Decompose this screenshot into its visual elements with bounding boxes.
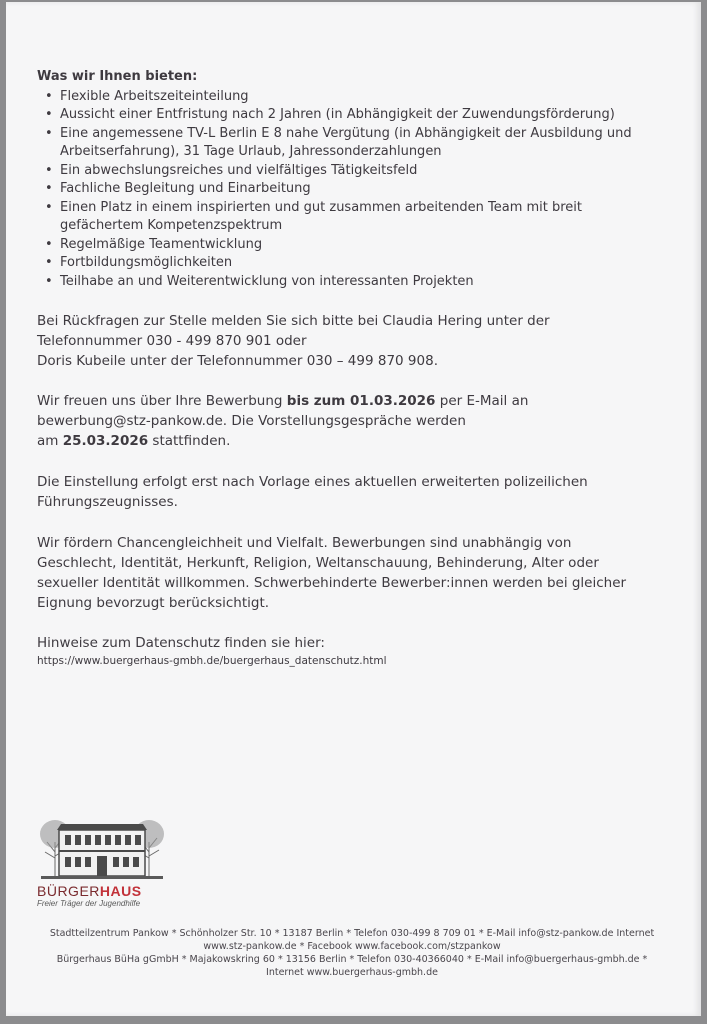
application-paragraph — [37, 391, 667, 451]
buergerhaus-logo — [37, 812, 177, 908]
application-text: Wir freuen uns über Ihre Bewerbung — [37, 393, 287, 409]
list-item: • Einen Platz in einem inspirierten und gut zusammen arbeitenden Team mit breit gefächertem Kompetenzspektrum — [37, 199, 667, 236]
benefits-heading: Was wir Ihnen bieten: — [37, 69, 198, 84]
building-icon — [37, 812, 167, 882]
document-page — [6, 2, 701, 1016]
equality-line: Geschlecht, Identität, Herkunft, Religion, Weltanschauung, Behinderung, Alter oder — [37, 555, 599, 571]
application-deadline: bis zum 01.03.2026 — [286, 393, 436, 409]
equality-line: sexueller Identität willkommen. Schwerbehinderte Bewerber:innen werden bei gleicher — [37, 575, 627, 591]
application-line — [37, 391, 667, 411]
interview-date: 25.03.2026 — [62, 433, 149, 449]
application-line — [37, 431, 667, 451]
application-text: am — [37, 433, 63, 449]
contact-paragraph — [37, 311, 667, 371]
police-line: Die Einstellung erfolgt erst nach Vorlage eines aktuellen erweiterten polizeilichen — [37, 474, 588, 490]
contact-line: Bei Rückfragen zur Stelle melden Sie sich bitte bei Claudia Hering unter der — [37, 313, 550, 329]
privacy-link[interactable]: https://www.buergerhaus-gmbh.de/buergerhaus_datenschutz.html — [37, 655, 387, 667]
equality-paragraph — [37, 533, 667, 613]
police-clearance-paragraph — [37, 472, 667, 512]
footer-line: Stadtteilzentrum Pankow * Schönholzer Str. 10 * 13187 Berlin * Telefon 030-499 8 709 01 * E-Mail info@stz-pankow.de Internet — [49, 928, 655, 939]
list-item: • Fortbildungsmöglichkeiten — [37, 254, 667, 273]
application-line: bewerbung@stz-pankow.de. Die Vorstellungsgespräche werden — [37, 413, 466, 429]
page-footer — [26, 927, 678, 979]
list-item: • Flexible Arbeitszeiteinteilung — [37, 88, 667, 107]
footer-line: Internet www.buergerhaus-gmbh.de — [266, 967, 438, 978]
logo-word-part: BÜRGER — [37, 883, 100, 899]
footer-line: www.stz-pankow.de * Facebook www.facebook.com/stzpankow — [203, 941, 501, 952]
benefits-section — [37, 68, 667, 291]
footer-line: Bürgerhaus BüHa gGmbH * Majakowskring 60 * 13156 Berlin * Telefon 030-40366040 * E-Mail info@buergerhaus-gmbh.de * — [56, 954, 648, 965]
privacy-label: Hinweise zum Datenschutz finden sie hier: — [37, 635, 325, 651]
logo-subtitle: Freier Träger der Jugendhilfe — [37, 899, 141, 908]
list-item: • Regelmäßige Teamentwicklung — [37, 236, 667, 255]
logo-word-part: HAUS — [99, 883, 142, 899]
list-item: • Fachliche Begleitung und Einarbeitung — [37, 180, 667, 199]
privacy-paragraph — [37, 633, 667, 669]
application-text: per E-Mail an — [435, 393, 529, 409]
logo-wordmark — [37, 883, 177, 899]
list-item: • Aussicht einer Entfristung nach 2 Jahren (in Abhängigkeit der Zuwendungsförderung) — [37, 106, 667, 125]
equality-line: Wir fördern Chancengleichheit und Vielfalt. Bewerbungen sind unabhängig von — [37, 535, 572, 551]
list-item: • Teilhabe an und Weiterentwicklung von interessanten Projekten — [37, 273, 667, 292]
benefits-list — [37, 88, 667, 292]
list-item: • Ein abwechslungsreiches und vielfältiges Tätigkeitsfeld — [37, 162, 667, 181]
equality-line: Eignung bevorzugt berücksichtigt. — [37, 595, 270, 611]
contact-line: Telefonnummer 030 - 499 870 901 oder — [37, 333, 307, 349]
document-body — [37, 68, 667, 669]
police-line: Führungszeugnisses. — [37, 494, 178, 510]
contact-line: Doris Kubeile unter der Telefonnummer 030 – 499 870 908. — [37, 353, 438, 369]
application-text: stattfinden. — [148, 433, 231, 449]
list-item: • Eine angemessene TV-L Berlin E 8 nahe Vergütung (in Abhängigkeit der Ausbildung und Arbeitserfahrung), 31 Tage Urlaub, Jahressonderzahlungen — [37, 125, 667, 162]
